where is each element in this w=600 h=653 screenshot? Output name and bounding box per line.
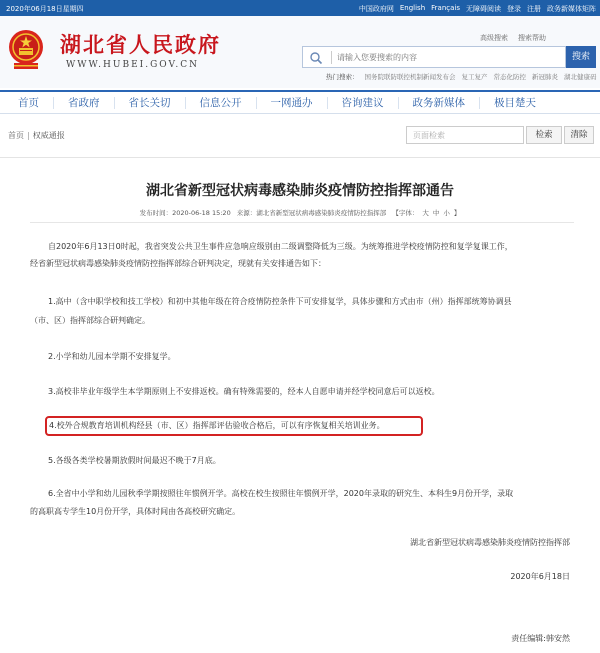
page-search-button[interactable]: 检索 <box>526 126 562 144</box>
national-emblem-icon <box>6 28 46 72</box>
site-search-box <box>302 46 566 68</box>
breadcrumb-home[interactable]: 首页 <box>8 131 24 140</box>
nav-new-media[interactable]: 政务新媒体 <box>399 97 481 109</box>
meta-divider <box>30 222 574 223</box>
hot-word[interactable]: 复工复产 <box>461 73 488 81</box>
item-5: 5.各级各类学校暑期放假时间最迟不晚于7月底。 <box>48 456 221 465</box>
search-tools <box>480 33 546 43</box>
publish-date: 发布时间：2020-06-18 15:20 <box>139 209 231 217</box>
item-2: 2.小学和幼儿园本学期不安排复学。 <box>48 352 176 361</box>
article-title: 湖北省新型冠状病毒感染肺炎疫情防控指挥部通告 <box>146 183 454 199</box>
search-input[interactable] <box>337 50 557 65</box>
hot-word[interactable]: 新冠肺炎 <box>532 73 558 81</box>
page-search-input[interactable]: 页面检索 <box>406 126 524 144</box>
responsible-editor: 责任编辑:韩安然 <box>511 634 570 643</box>
search-button[interactable]: 搜索 <box>566 46 596 68</box>
hot-word[interactable]: 常态化防控 <box>493 73 526 81</box>
nav-consult[interactable]: 咨询建议 <box>328 97 399 109</box>
link-gov-cn[interactable]: 中国政府网 <box>358 5 394 13</box>
link-login[interactable]: 登录 <box>507 5 521 13</box>
hot-search-label: 热门搜索： <box>326 73 359 81</box>
link-accessibility[interactable]: 无障碍阅读 <box>466 5 501 13</box>
top-links <box>359 4 596 14</box>
font-size-large[interactable]: 大 <box>422 209 429 217</box>
link-french[interactable]: Français <box>431 4 460 12</box>
font-size-small[interactable]: 小 <box>443 209 450 217</box>
breadcrumb <box>8 130 65 141</box>
nav-governor[interactable]: 省长关切 <box>115 97 186 109</box>
main-nav <box>0 90 600 114</box>
nav-one-stop[interactable]: 一网通办 <box>257 97 328 109</box>
paragraph-intro-2: 经省新型冠状病毒感染肺炎疫情防控指挥部综合研判决定，现就有关安排通告如下： <box>30 259 326 268</box>
nav-info-disclosure[interactable]: 信息公开 <box>186 97 257 109</box>
hot-word[interactable]: 国务院联防联控机制新闻发布会 <box>364 73 456 81</box>
item-6-line-2: 的高职高专学生10月份开学，具体时间由各高校研究确定。 <box>30 507 241 516</box>
site-url: WWW.HUBEI.GOV.CN <box>66 60 200 70</box>
signature-org: 湖北省新型冠状病毒感染肺炎疫情防控指挥部 <box>410 538 570 547</box>
article-meta <box>0 208 600 217</box>
hot-search <box>326 72 597 81</box>
font-size-medium[interactable]: 中 <box>432 209 440 217</box>
breadcrumb-separator-icon: | <box>27 131 30 140</box>
search-help-link[interactable]: 搜索帮助 <box>518 34 546 42</box>
nav-home[interactable]: 首页 <box>0 97 54 109</box>
top-bar <box>0 0 600 16</box>
item-1-line-1: 1.高中（含中职学校和技工学校）和初中其他年级在符合疫情防控条件下可安排复学，具体步骤和方式由市（州）指挥部统筹协调县 <box>48 297 512 306</box>
item-1-line-2: （市、区）指挥部综合研判确定。 <box>30 316 150 325</box>
breadcrumb-current[interactable]: 权威通报 <box>32 131 65 140</box>
nav-provincial-gov[interactable]: 省政府 <box>54 97 115 109</box>
current-date: 2020年06月18日星期四 <box>6 5 84 13</box>
font-size-label: 【字体： <box>392 209 419 217</box>
hot-word[interactable]: 湖北健康码 <box>564 73 597 81</box>
article-source: 来源：湖北省新型冠状病毒感染肺炎疫情防控指挥部 <box>236 209 387 217</box>
link-english[interactable]: English <box>399 4 426 12</box>
link-new-media[interactable]: 政务新媒体矩阵 <box>547 5 596 13</box>
advanced-search-link[interactable]: 高级搜索 <box>480 34 508 42</box>
item-6-line-1: 6.全省中小学和幼儿园秋季学期按照往年惯例开学。高校在校生按照往年惯例开学，2020年录取的研究生、本科生9月份开学，录取 <box>48 489 514 498</box>
item-3: 3.高校非毕业年级学生本学期原则上不安排返校。确有特殊需要的，经本人自愿申请并经学校同意后可以返校。 <box>48 387 440 396</box>
signature-date: 2020年6月18日 <box>510 572 570 581</box>
page-clear-button[interactable]: 清除 <box>564 126 594 144</box>
site-title[interactable]: 湖北省人民政府 <box>60 32 221 57</box>
divider <box>0 157 600 158</box>
search-icon <box>309 51 323 65</box>
nav-jimu[interactable]: 极目楚天 <box>494 97 536 109</box>
link-register[interactable]: 注册 <box>527 5 541 13</box>
item-4: 4.校外合规教育培训机构经县（市、区）指挥部评估验收合格后，可以有序恢复相关培训业务。 <box>49 421 385 430</box>
search-divider <box>331 51 332 64</box>
font-size-close: 】 <box>453 209 461 217</box>
paragraph-intro-1: 自2020年6月13日0时起，我省突发公共卫生事件应急响应级别由二级调整降低为三级。为统筹推进学校疫情防控和复学复课工作， <box>48 242 513 251</box>
